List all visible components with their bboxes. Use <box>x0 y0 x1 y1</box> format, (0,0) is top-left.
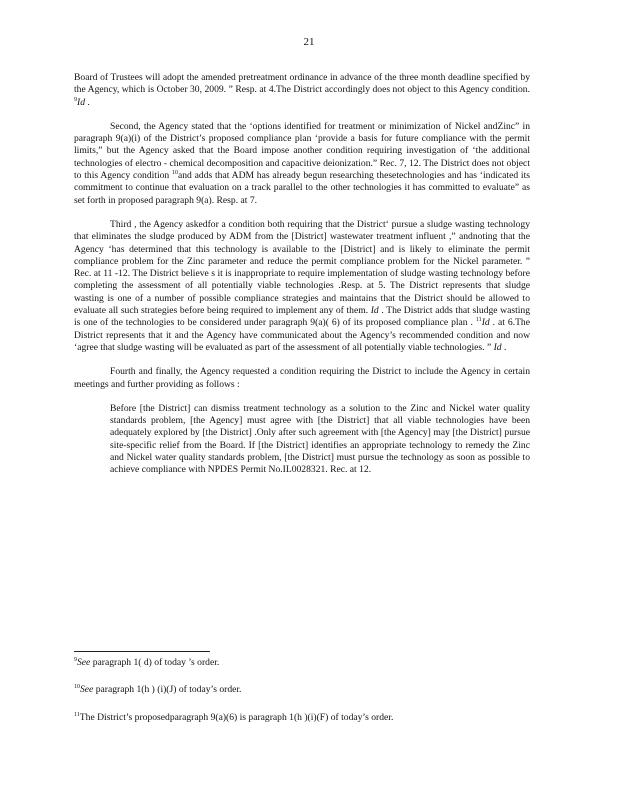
body-text <box>74 72 530 477</box>
block-quote: Before [the District] can dismiss treatment technology as a solution to the Zinc and Nickel water quality standards problem, [the Agency] must agree with [the District] that all viable technologies have been adequately explored by [the District] .Only after such agreement with [the Agency] may [the District] pursue site-specific relief from the Board. If [the District] identifies an appropriate technology to remedy the Zinc and Nickel water quality standards problem, [the District] must pursue the technology as soon as possible to achieve compliance with NPDES Permit No.IL0028321. Rec. at 12. <box>110 402 530 476</box>
citation-italic: Id <box>370 305 379 317</box>
paragraph-continuation <box>74 72 530 109</box>
citation-italic: Id <box>493 341 502 353</box>
text-run: . <box>501 341 507 353</box>
text-run: Third , the Agency askedfor a condition both requiring that the District‘ pursue a sludge wasting technology that eliminates the sludge produced by ADM from the [District] wastewater treatment influent ,” andnoting that the Agency ‘has determined that this technology is available to the [District] and is likely to eliminate the permit compliance problem for the Zinc parameter and reduce the permit compliance problem for the Nickel parameter. ” Rec. at 11 -12. The District believe s it is inappropriate to require implementation of sludge wasting technology before completing the assessment of all potentially viable technologies .Resp. at 5. The District represents that sludge wasting is one of a number of possible compliance strategies and maintains that the District should be allowed to evaluate all such strategies before being required to implement any of them. <box>74 218 530 317</box>
footnote-11 <box>74 712 393 723</box>
text-run: and adds that ADM has already begun researching thesetechnologies and has ‘indicated its commitment to continue that evaluation on a track parallel to the other technologies it has committed to evaluate” as set forth in proposed paragraph 9(a). Resp. at 7. <box>74 170 530 206</box>
footnote-reference: 11 <box>475 317 482 324</box>
paragraph-fourth <box>74 366 530 391</box>
footnote-see: See <box>80 684 94 695</box>
footnote-number: 11 <box>74 711 80 718</box>
paragraph-second <box>74 121 530 207</box>
page-number: 21 <box>303 36 315 48</box>
text-run: Fourth and finally, the Agency requested a condition requiring the District to include the Agency in certain meetings and further providing as follows : <box>74 366 530 390</box>
text-run: . <box>85 96 90 108</box>
citation-italic: Id <box>77 96 85 108</box>
footnote-see: See <box>77 657 91 668</box>
paragraph-third <box>74 219 530 354</box>
footnote-reference: 9 <box>74 96 77 103</box>
text-run: . at 6.The District represents that it and the Agency have communicated about the Agency’s recommended condition and now ‘agree that sludge wasting will be evaluated as part of the assessment of all potentially viable technologies. ” <box>74 317 530 353</box>
footnote-reference: 10 <box>172 169 178 176</box>
footnote-rule <box>74 651 210 652</box>
footnote-number: 9 <box>74 656 77 663</box>
text-run: Board of Trustees will adopt the amended pretreatment ordinance in advance of the three month deadline specified by the Agency, which is October 30, 2009. ” Resp. at 4.The District accordingly does not object to this Agency condition. <box>74 72 530 96</box>
text-run: . The District adds that sludge wasting is one of the technologies to be considered under paragraph 9(a)( 6) of its proposed compliance plan . <box>74 305 530 329</box>
footnote-text: The District’s proposedparagraph 9(a)(6) is paragraph 1(h )(i)(F) of today’s order. <box>79 712 394 723</box>
citation-italic: Id <box>481 317 490 329</box>
footnote-9 <box>74 657 219 668</box>
footnote-10 <box>74 684 241 695</box>
footnote-number: 10 <box>74 683 80 690</box>
footnote-text: paragraph 1( d) of today ’s order. <box>90 657 220 668</box>
footnote-text: paragraph 1(h ) (i)(J) of today’s order. <box>93 684 242 695</box>
text-run: Second, the Agency stated that the ‘options identified for treatment or minimization of Nickel andZinc” in paragraph 9(a)(i) of the District’s proposed compliance plan ‘provide a basis for future compliance with the permit limits,” but the Agency asked that the Board impose another condition requiring investigation of ‘the additional technologies of electro - chemical decomposition and capacitive deionization.” Rec. 7, 12. The District does not object to this Agency condition <box>74 120 530 182</box>
